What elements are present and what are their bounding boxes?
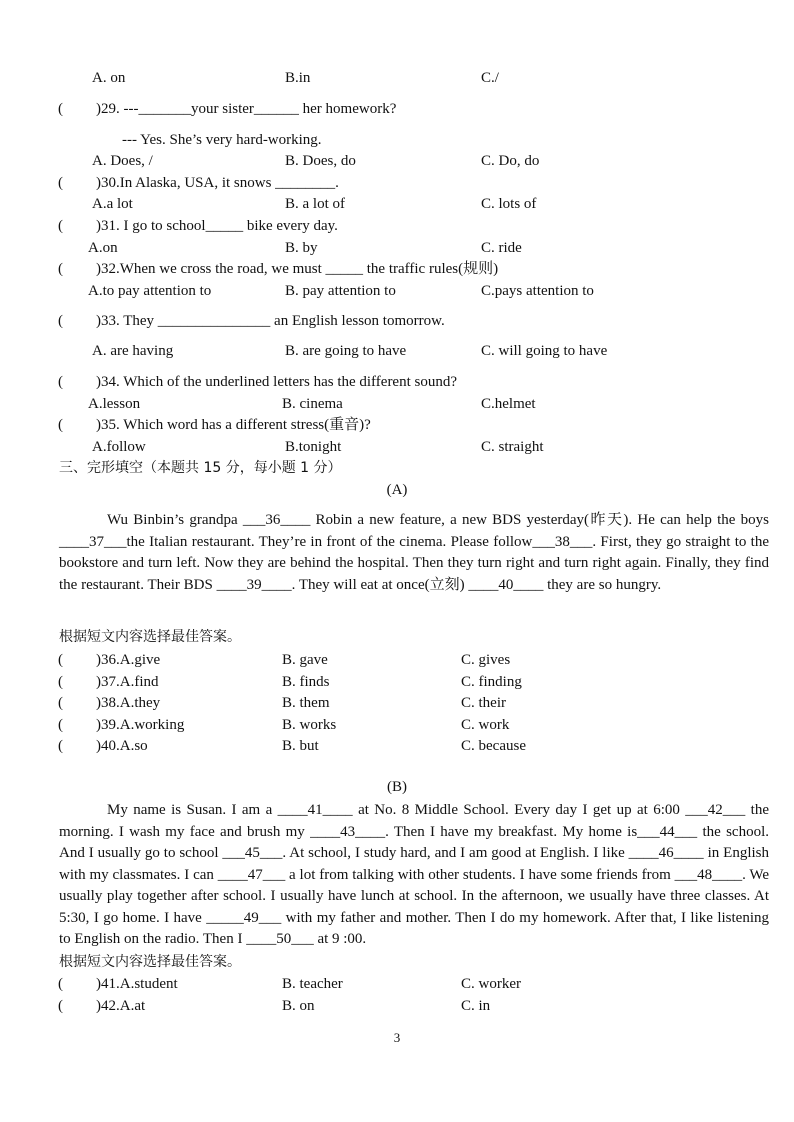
q31-option-b: B. by	[285, 240, 318, 256]
q34-option-c: C.helmet	[481, 396, 536, 412]
q31-paren: (	[58, 218, 63, 234]
q33-option-a: A. are having	[92, 343, 174, 359]
question-option-c: C. because	[461, 738, 526, 754]
q33-option-c: C. will going to have	[481, 343, 608, 359]
q30-option-b: B. a lot of	[285, 196, 345, 212]
q32-stem: )32.When we cross the road, we must _____ the traffic rules(规则)	[96, 261, 499, 277]
section-3-title: 三、完形填空（本题共 15 分，每小题 1 分）	[59, 460, 342, 476]
question-option-b: B. on	[282, 998, 315, 1014]
passage-a-paragraph: Wu Binbin’s grandpa ___36____ Robin a new feature, a new BDS yesterday(昨天). He can help the boys ____37___the Italian restaurant. They’re in front of the cinema. Please follow___38___. First, they go straight to the bookstore and turn left. Now they are behind the hospital. Then they turn right and turn right again. Finally, they find the restaurant. Their BDS ____39____. They will eat at once(立刻) ____40____ they are so hungry.	[59, 512, 769, 593]
q31-stem: )31. I go to school_____ bike every day.	[96, 218, 338, 234]
q32-paren: (	[58, 261, 63, 277]
passage-a-instruction: 根据短文内容选择最佳答案。	[59, 629, 241, 645]
question-option-a: )39.A.working	[96, 717, 185, 733]
q30-option-a: A.a lot	[92, 196, 133, 212]
q35-option-a: A.follow	[92, 439, 146, 455]
q29-option-a: A. Does, /	[92, 153, 153, 169]
passage-b-instruction: 根据短文内容选择最佳答案。	[59, 954, 241, 970]
question-option-a: )42.A.at	[96, 998, 146, 1014]
q32-option-c: C.pays attention to	[481, 283, 594, 299]
question-option-b: B. gave	[282, 652, 328, 668]
q28-option-b: B.in	[285, 70, 311, 86]
q33-option-b: B. are going to have	[285, 343, 407, 359]
q28-option-c: C./	[481, 70, 499, 86]
q35-paren: (	[58, 417, 63, 433]
question-paren: (	[58, 738, 63, 754]
q34-paren: (	[58, 374, 63, 390]
q29-stem: )29. ---_______your sister______ her homework?	[96, 101, 397, 117]
question-option-c: C. in	[461, 998, 491, 1014]
q29-paren: (	[58, 101, 63, 117]
question-paren: (	[58, 652, 63, 668]
question-paren: (	[58, 717, 63, 733]
passage-b-label: (B)	[387, 779, 407, 795]
question-paren: (	[58, 674, 63, 690]
page-number: 3	[393, 1030, 401, 1045]
passage-a-text	[59, 510, 769, 596]
question-option-b: B. but	[282, 738, 319, 754]
q31-option-a: A.on	[88, 240, 118, 256]
question-paren: (	[58, 695, 63, 711]
q30-paren: (	[58, 175, 63, 191]
passage-b-paragraph: My name is Susan. I am a ____41____ at No. 8 Middle School. Every day I get up at 6:00 ___42___ the morning. I wash my face and brush my ____43____. Then I have my breakfast. My home is___44___ the school. And I usually go to school ___45___. At school, I study hard, and I am good at English. I like ____46____ in English with my classmates. I can ____47___ a lot from talking with other students. I have some friends from ___48____. We usually play together after school. I usually have lunch at school. In the afternoon, we usually have three classes. At 5:30, I go home. I have _____49___ with my father and mother. Then I do my homework. After that, I like listening to English on the radio. Then I ____50___ at 9 :00.	[59, 802, 769, 947]
q35-option-b: B.tonight	[285, 439, 342, 455]
q34-option-a: A.lesson	[88, 396, 141, 412]
question-option-a: )36.A.give	[96, 652, 161, 668]
question-option-a: )40.A.so	[96, 738, 148, 754]
q35-option-c: C. straight	[481, 439, 544, 455]
q29-option-c: C. Do, do	[481, 153, 540, 169]
question-paren: (	[58, 998, 63, 1014]
question-option-a: )41.A.student	[96, 976, 178, 992]
question-option-c: C. worker	[461, 976, 521, 992]
passage-a-label: (A)	[386, 482, 408, 498]
question-option-c: C. work	[461, 717, 510, 733]
q34-option-b: B. cinema	[282, 396, 343, 412]
q33-stem: )33. They _______________ an English lesson tomorrow.	[96, 313, 445, 329]
question-option-c: C. finding	[461, 674, 522, 690]
question-option-b: B. works	[282, 717, 337, 733]
q30-option-c: C. lots of	[481, 196, 537, 212]
passage-b-text	[59, 800, 769, 951]
question-option-a: )37.A.find	[96, 674, 159, 690]
question-option-c: C. gives	[461, 652, 511, 668]
question-paren: (	[58, 976, 63, 992]
q33-paren: (	[58, 313, 63, 329]
q34-stem: )34. Which of the underlined letters has the different sound?	[96, 374, 458, 390]
q30-stem: )30.In Alaska, USA, it snows ________.	[96, 175, 339, 191]
q31-option-c: C. ride	[481, 240, 522, 256]
question-option-b: B. finds	[282, 674, 330, 690]
q29-answer-line: --- Yes. She’s very hard-working.	[122, 132, 322, 148]
question-option-c: C. their	[461, 695, 506, 711]
q32-option-b: B. pay attention to	[285, 283, 396, 299]
question-option-b: B. them	[282, 695, 330, 711]
q29-option-b: B. Does, do	[285, 153, 356, 169]
q32-option-a: A.to pay attention to	[88, 283, 212, 299]
question-option-a: )38.A.they	[96, 695, 161, 711]
q28-option-a: A. on	[92, 70, 126, 86]
q35-stem: )35. Which word has a different stress(重音)?	[96, 417, 371, 433]
question-option-b: B. teacher	[282, 976, 343, 992]
